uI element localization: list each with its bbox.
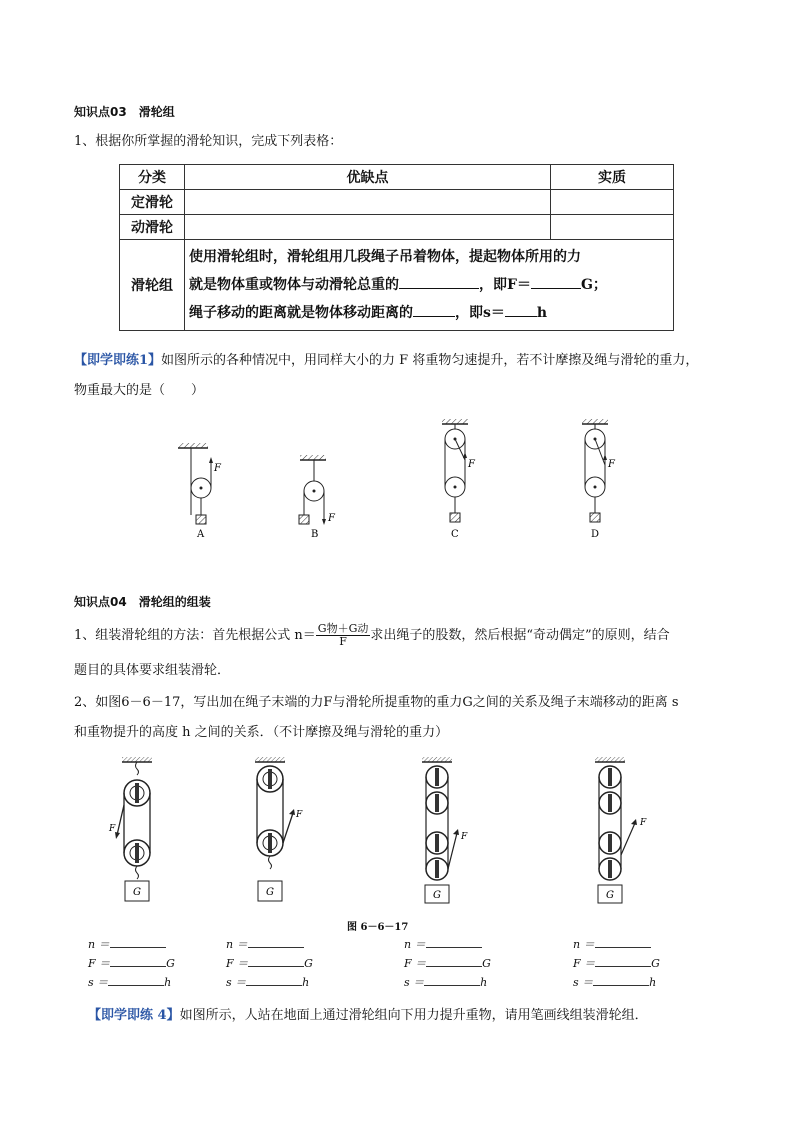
table-row-label: 定滑轮 — [120, 190, 185, 215]
table-header-cell: 实质 — [551, 165, 674, 190]
practice-4 — [88, 1007, 648, 1025]
section-4-paragraph-2-cont: 和重物提升的高度 h 之间的关系．（不计摩擦及绳与滑轮的重力） — [74, 725, 449, 740]
p1-part-b: 求出绳子的股数，然后根据“奇动偶定”的原则，结合 — [370, 628, 670, 643]
blank-fill[interactable] — [505, 302, 537, 317]
answer-n-label: n ＝ — [404, 938, 426, 951]
table-row — [120, 190, 674, 215]
formula-fraction — [316, 623, 371, 648]
weight-label: G — [133, 887, 141, 898]
table-group-description — [185, 240, 674, 331]
group-line-3c: h — [536, 305, 548, 321]
h-suffix: h — [649, 976, 657, 989]
table-row-label: 滑轮组 — [120, 240, 185, 331]
answer-blank[interactable] — [424, 975, 480, 986]
group-line-2b: ，即F＝ — [479, 277, 531, 293]
force-label: F — [461, 832, 468, 842]
practice-1 — [74, 352, 734, 370]
table-header-row — [120, 165, 674, 190]
answer-f-label: F ＝ — [226, 957, 249, 970]
h-suffix: h — [302, 976, 310, 989]
answer-blank[interactable] — [248, 937, 304, 948]
weight-label: G — [266, 887, 274, 898]
group-line-1: 使用滑轮组时，滑轮组用几段绳子吊着物体，提起物体所用的力 — [189, 249, 581, 265]
answer-n-label: n ＝ — [226, 938, 248, 951]
pulley-system-4 — [595, 757, 637, 903]
g-suffix: G — [482, 957, 491, 970]
answer-blank[interactable] — [108, 975, 164, 986]
question-1: 1、根据你所掌握的滑轮知识，完成下列表格： — [74, 134, 343, 149]
weight-label: G — [606, 890, 614, 901]
section-4-paragraph-1-cont: 题目的具体要求组装滑轮． — [74, 663, 231, 678]
answer-n-label: n ＝ — [88, 938, 110, 951]
table-cell-empty[interactable] — [185, 190, 551, 215]
g-suffix: G — [304, 957, 313, 970]
section-4-paragraph-2: 2、如图6－6－17，写出加在绳子末端的力F与滑轮所提重物的重力G之间的关系及绳子末端移动的距离 s — [74, 695, 679, 710]
answer-blank[interactable] — [593, 975, 649, 986]
table-cell-empty[interactable] — [551, 190, 674, 215]
pulley-system-1 — [115, 757, 152, 901]
section-heading-4: 知识点04 滑轮组的组装 — [74, 595, 211, 609]
table-header-cell: 优缺点 — [185, 165, 551, 190]
figure-label-a: A — [197, 529, 205, 540]
force-label: F — [109, 824, 116, 834]
table-row — [120, 215, 674, 240]
g-suffix: G — [166, 957, 175, 970]
answer-blank[interactable] — [246, 975, 302, 986]
answer-block-1 — [88, 935, 175, 992]
fraction-denominator: F — [339, 635, 347, 648]
section-4-paragraph-1 — [74, 623, 734, 648]
force-label: F — [214, 463, 221, 474]
answer-blank[interactable] — [426, 937, 482, 948]
h-suffix: h — [480, 976, 488, 989]
figure-label-b: B — [311, 529, 319, 540]
answer-blank[interactable] — [110, 937, 166, 948]
pulley-figures-abcd — [160, 415, 640, 545]
p1-part-a: 1、组装滑轮组的方法：首先根据公式 n＝ — [74, 628, 316, 643]
section-heading-3: 知识点03 滑轮组 — [74, 105, 175, 119]
answer-f-label: F ＝ — [88, 957, 111, 970]
answer-block-4 — [573, 935, 660, 992]
group-line-3 — [189, 299, 669, 327]
h-suffix: h — [164, 976, 172, 989]
answer-f-label: F ＝ — [404, 957, 427, 970]
answer-block-2 — [226, 935, 313, 992]
figure-a — [178, 443, 213, 524]
blank-fill[interactable] — [413, 302, 455, 317]
group-line-3b: ，即s＝ — [455, 305, 505, 321]
force-label: F — [328, 513, 335, 524]
weight-label: G — [433, 890, 441, 901]
answer-s-label: s ＝ — [226, 976, 247, 989]
practice-4-text: 如图所示，人站在地面上通过滑轮组向下用力提升重物，请用笔画线组装滑轮组． — [179, 1008, 648, 1023]
figure-caption: 图 6－6－17 — [347, 922, 409, 933]
answer-blank[interactable] — [426, 956, 482, 967]
pulley-system-2 — [255, 757, 295, 901]
figure-b — [299, 455, 326, 525]
g-suffix: G — [651, 957, 660, 970]
figure-label-c: C — [451, 529, 459, 540]
table-cell-empty[interactable] — [551, 215, 674, 240]
table-header-cell: 分类 — [120, 165, 185, 190]
table-row-label: 动滑轮 — [120, 215, 185, 240]
answer-n-label: n ＝ — [573, 938, 595, 951]
answer-blank[interactable] — [248, 956, 304, 967]
pulley-system-3 — [422, 757, 459, 903]
figure-d — [582, 419, 608, 522]
practice-1-line-2: 物重最大的是（ ） — [74, 383, 205, 398]
blank-fill[interactable] — [399, 274, 479, 289]
answer-blank[interactable] — [595, 937, 651, 948]
table-cell-empty[interactable] — [185, 215, 551, 240]
practice-tag: 【即学即练 4】 — [88, 1008, 180, 1023]
answer-blank[interactable] — [595, 956, 651, 967]
force-label: F — [468, 459, 475, 470]
blank-fill[interactable] — [531, 274, 581, 289]
force-label: F — [640, 818, 647, 828]
figure-c — [442, 419, 468, 522]
figure-label-d: D — [591, 529, 600, 540]
answer-blank[interactable] — [110, 956, 166, 967]
answer-s-label: s ＝ — [404, 976, 425, 989]
force-label: F — [608, 459, 615, 470]
practice-1-line-1: 如图所示的各种情况中，用同样大小的力 F 将重物匀速提升，若不计摩擦及绳与滑轮的重力， — [161, 353, 699, 368]
practice-tag: 【即学即练1】 — [74, 353, 162, 368]
answer-s-label: s ＝ — [573, 976, 594, 989]
group-line-2c: G； — [580, 277, 607, 293]
fraction-numerator: G物＋G动 — [317, 622, 369, 635]
group-line-2a: 就是物体重或物体与动滑轮总重的 — [189, 277, 399, 293]
table-row — [120, 240, 674, 331]
answer-s-label: s ＝ — [88, 976, 109, 989]
pulley-table — [119, 164, 674, 331]
group-line-3a: 绳子移动的距离就是物体移动距离的 — [189, 305, 413, 321]
figure-6-6-17 — [95, 755, 695, 910]
answer-f-label: F ＝ — [573, 957, 596, 970]
force-label: F — [296, 810, 303, 820]
answer-block-3 — [404, 935, 491, 992]
group-line-2 — [189, 271, 669, 299]
